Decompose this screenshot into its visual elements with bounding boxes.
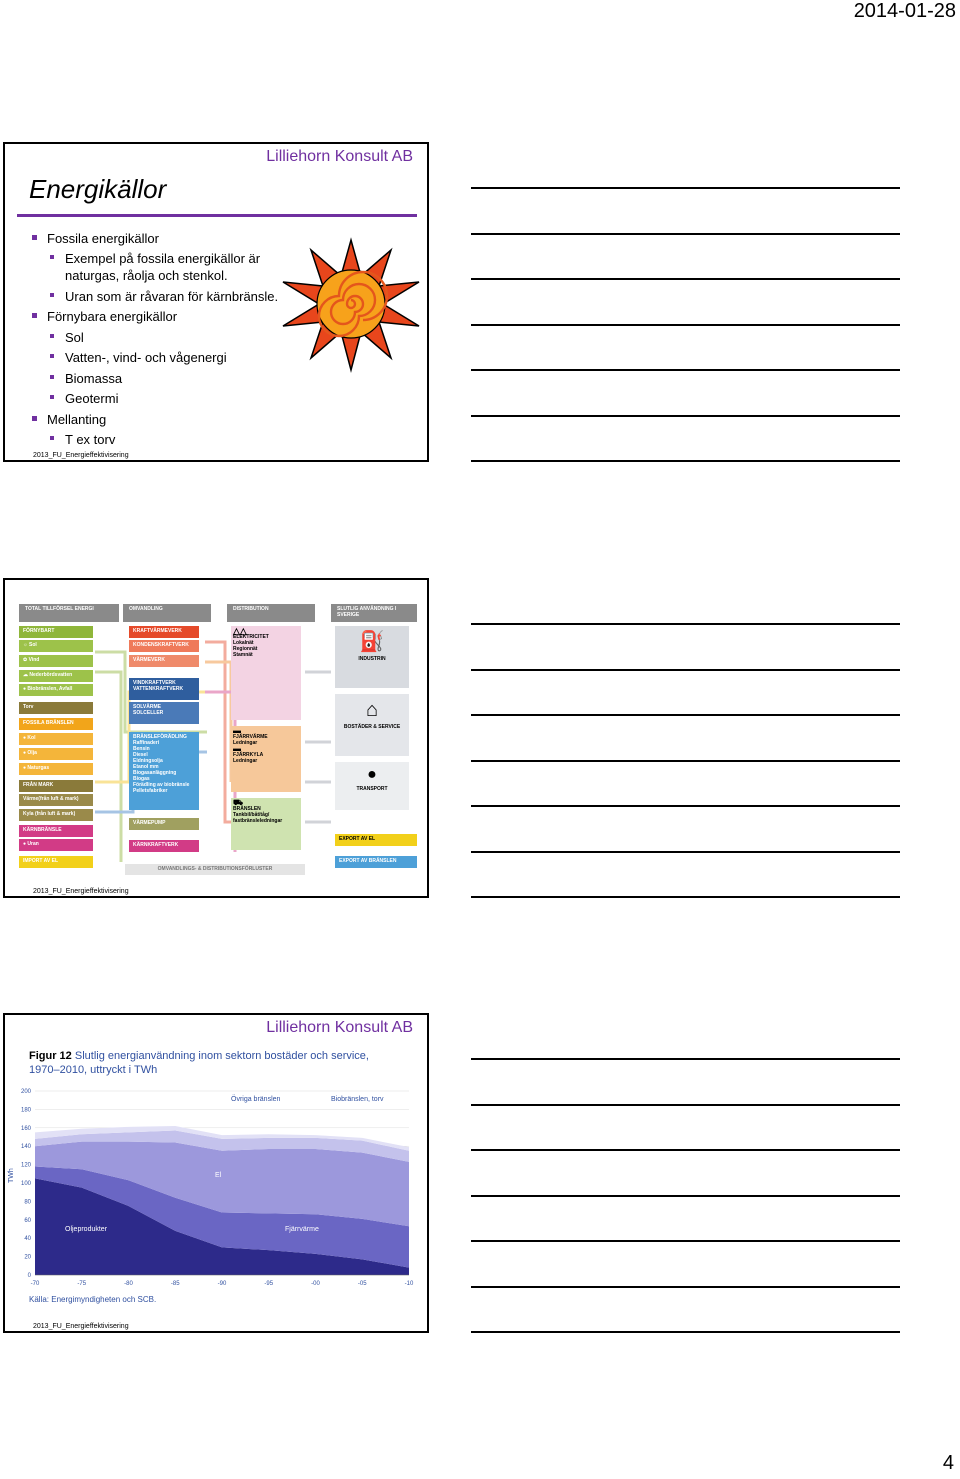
block-karnkraft: KÄRNKRAFTVERK bbox=[129, 840, 199, 852]
chart-annotation: Fjärrvärme bbox=[285, 1226, 319, 1233]
block-bransleforadling: BRÄNSLEFÖRÄDLING Raffinaderi Bensin Diesel Eldningsolja Etanol mm Biogasanläggning Biogas Förädling av biobränsle Pelletsfabriker bbox=[129, 732, 199, 810]
y-axis-label: TWh bbox=[8, 1168, 15, 1183]
x-tick-label: -10 bbox=[404, 1281, 414, 1287]
y-tick-label: 180 bbox=[20, 1107, 31, 1114]
block-elektricitet: △△ ELEKTRICITET Lokalnät Regionnät Stamnät bbox=[231, 626, 301, 720]
block-bio: ● Biobränslen, Avfall bbox=[19, 684, 93, 696]
header-distribution: DISTRIBUTION bbox=[227, 604, 315, 622]
block-bostader: ⌂ BOSTÄDER & SERVICE bbox=[335, 694, 409, 756]
block-varmepump: VÄRMEPUMP bbox=[129, 818, 199, 830]
chart-annotation: Oljeprodukter bbox=[65, 1226, 108, 1233]
header-use: SLUTLIG ANVÄNDNING I SVERIGE bbox=[331, 604, 417, 622]
page-date: 2014-01-28 bbox=[853, 0, 956, 22]
truck-icon: ⛟ bbox=[233, 798, 244, 807]
header-conversion: OMVANDLING bbox=[123, 604, 211, 622]
block-vind-vatten: VINDKRAFTVERK VATTENKRAFTVERK bbox=[129, 678, 199, 700]
title-divider bbox=[17, 214, 417, 217]
y-tick-label: 120 bbox=[20, 1162, 31, 1169]
block-varme: Värme(från luft & mark) bbox=[19, 794, 93, 806]
bullet-l2: Sol bbox=[65, 329, 84, 346]
y-tick-label: 20 bbox=[24, 1254, 31, 1261]
bullet-l2: Vatten-, vind- och vågenergi bbox=[65, 349, 227, 366]
y-tick-label: 100 bbox=[20, 1181, 31, 1187]
slide-2 bbox=[3, 578, 429, 898]
y-tick-label: 160 bbox=[20, 1125, 31, 1132]
brand-name: Lilliehorn Konsult AB bbox=[266, 1019, 413, 1036]
block-import: IMPORT AV EL bbox=[19, 856, 93, 868]
sun-icon bbox=[279, 232, 423, 376]
block-transport: ● TRANSPORT bbox=[335, 762, 409, 810]
bullet-l1: Fossila energikällor bbox=[47, 230, 159, 247]
bullet-l1: Mellanting bbox=[47, 411, 106, 428]
slide-title: Energikällor bbox=[29, 174, 167, 204]
block-sol: ☼ Sol bbox=[19, 640, 93, 652]
x-tick-label: -00 bbox=[311, 1281, 320, 1287]
car-icon: ● bbox=[367, 766, 377, 783]
y-tick-label: 140 bbox=[20, 1144, 31, 1151]
bullet-l2: Biomassa bbox=[65, 370, 122, 387]
block-sol-conv: SOLVÄRME SOLCELLER bbox=[129, 702, 199, 724]
bullet-l1: Förnybara energikällor bbox=[47, 308, 177, 325]
pipe-icon: ▬ bbox=[233, 726, 241, 735]
bullet-l2: T ex torv bbox=[65, 431, 115, 448]
slide-footer: 2013_FU_Energieffektivisering bbox=[33, 452, 129, 459]
house-icon: ⌂ bbox=[365, 699, 379, 721]
block-industri: ⛽ INDUSTRIN bbox=[335, 626, 409, 688]
block-bransle-dist: ⛟ BRÄNSLEN Tankbil/båt/tåg/ fastbränsleledningar bbox=[231, 798, 301, 850]
chart-annotation: Övriga bränslen bbox=[231, 1096, 281, 1103]
x-tick-label: -70 bbox=[30, 1281, 40, 1287]
brand-name: Lilliehorn Konsult AB bbox=[266, 148, 413, 165]
x-tick-label: -80 bbox=[124, 1281, 133, 1287]
area-chart bbox=[5, 1079, 427, 1293]
block-karnbransle: KÄRNBRÄNSLE bbox=[19, 825, 93, 837]
x-tick-label: -05 bbox=[357, 1281, 367, 1287]
block-vind: ✿ Vind bbox=[19, 655, 93, 667]
y-tick-label: 60 bbox=[24, 1217, 31, 1224]
slide-footer: 2013_FU_Energieffektivisering bbox=[33, 1323, 129, 1330]
header-supply: TOTAL TILLFÖRSEL ENERGI bbox=[19, 604, 119, 622]
notes-lines-2 bbox=[471, 578, 900, 898]
x-tick-label: -85 bbox=[170, 1281, 180, 1287]
block-kol: ● Kol bbox=[19, 733, 93, 745]
bullet-l2: Geotermi bbox=[65, 390, 118, 407]
chart-source: Källa: Energimyndigheten och SCB. bbox=[29, 1295, 157, 1304]
bullet-l2: Uran som är råvaran för kärnbränsle. bbox=[65, 288, 278, 305]
block-kondens: KONDENSKRAFTVERK bbox=[129, 640, 199, 652]
block-varmeverk: VÄRMEVERK bbox=[129, 655, 199, 667]
slide-3 bbox=[3, 1013, 429, 1333]
figure-title: Figur 12 Slutlig energianvändning inom sektorn bostäder och service, 1970–2010, uttryckt i TWh bbox=[29, 1050, 369, 1076]
block-fossila: FOSSILA BRÄNSLEN bbox=[19, 718, 93, 730]
chart-annotation: El bbox=[215, 1172, 222, 1179]
block-uran: ● Uran bbox=[19, 839, 93, 851]
page-number: 4 bbox=[942, 1452, 954, 1474]
y-tick-label: 0 bbox=[27, 1273, 31, 1279]
block-kyla: Kyla (från luft & mark) bbox=[19, 809, 93, 821]
notes-lines-1 bbox=[471, 142, 900, 462]
block-fran-mark: FRÅN MARK bbox=[19, 780, 93, 792]
pipe-icon: ▬ bbox=[233, 744, 241, 753]
x-tick-label: -90 bbox=[217, 1281, 227, 1287]
slide-1 bbox=[3, 142, 429, 462]
block-export-bransle: EXPORT AV BRÄNSLEN bbox=[335, 856, 417, 868]
x-tick-label: -75 bbox=[77, 1281, 87, 1287]
x-tick-label: -95 bbox=[264, 1281, 274, 1287]
block-torv: Torv bbox=[19, 702, 93, 714]
y-tick-label: 80 bbox=[24, 1199, 31, 1206]
block-fjarrvarme: ▬ FJÄRRVÄRME Ledningar ▬ FJÄRRKYLA Ledningar bbox=[231, 726, 301, 792]
y-tick-label: 200 bbox=[20, 1089, 31, 1095]
block-kraftvarme: KRAFTVÄRMEVERK bbox=[129, 626, 199, 638]
block-olja: ● Olja bbox=[19, 748, 93, 760]
block-export-el: EXPORT AV EL bbox=[335, 834, 417, 846]
factory-icon: ⛽ bbox=[359, 631, 385, 653]
block-naturgas: ● Naturgas bbox=[19, 763, 93, 775]
y-tick-label: 40 bbox=[24, 1236, 31, 1243]
slide-footer: 2013_FU_Energieffektivisering bbox=[33, 888, 129, 895]
block-fornybart: FÖRNYBART bbox=[19, 626, 93, 638]
bullet-l2: Exempel på fossila energikällor är bbox=[65, 250, 260, 267]
block-nederbord: ☁ Nederbördsvatten bbox=[19, 670, 93, 682]
losses-label: OMVANDLINGS- & DISTRIBUTIONSFÖRLUSTER bbox=[125, 864, 305, 875]
chart-annotation: Biobränslen, torv bbox=[331, 1096, 384, 1103]
bullet-l2-cont: naturgas, råolja och stenkol. bbox=[65, 268, 228, 283]
notes-lines-3 bbox=[471, 1013, 900, 1333]
pylon-icon: △△ bbox=[233, 626, 247, 636]
